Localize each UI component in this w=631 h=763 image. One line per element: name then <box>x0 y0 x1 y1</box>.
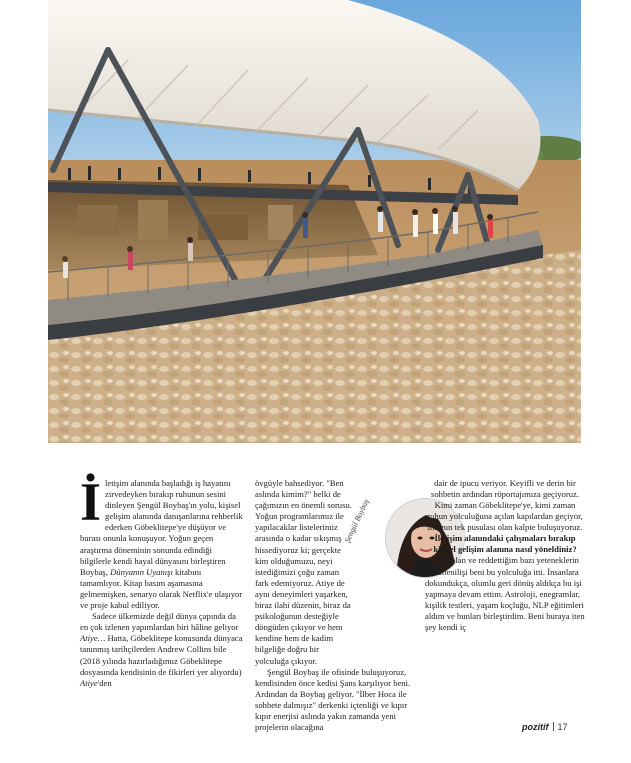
col2-paragraph-1: övgüyle bahsediyor. "Ben aslında kimim?" belki de çağımızın en önemli sorusu. Yoğun programlarımız ile yapılacaklar listelerimiz arasında o kadar sıkışmış hissediyoruz ki; gerçekte kim olduğumuzu, neyi istediğimizi çoğu zaman fark edemiyoruz. Atiye de aynı deneyimleri yaşarken, biraz ilahi düzenin, biraz da psikoloğunun desteğiyle döngüden çıkıyor ve hem kendine hem de kadim bilgeliğe doğru bir yolculuğa çıkıyor. <box>255 478 352 666</box>
footer-separator <box>553 722 554 731</box>
interview-question: İletişim alanındaki çalışmaları bırakıp kişisel gelişim alanına nasıl yöneldiniz? <box>433 533 577 555</box>
book-title: Dünyanın Uyanışı <box>110 566 173 577</box>
page-footer <box>522 722 568 732</box>
lead-paragraph <box>80 472 244 611</box>
article-column-3 <box>425 478 585 633</box>
series-title-2: Atiye <box>80 677 98 688</box>
col1-text-2: kitabını tamamlıyor. Kitap basım aşamasına gelmemişken, senaryo olarak Netflix'e ulaşıyor ve proje kabul ediliyor. <box>80 566 243 611</box>
portrait-caption: Şengül Boybaş <box>342 497 371 545</box>
series-title: Atiye… <box>80 633 106 644</box>
col1-text-5: 'den <box>97 677 112 688</box>
article-column-1 <box>80 472 244 689</box>
col2-paragraph-2: Şengül Boybaş ile ofisinde buluşuyoruz, kendisinden önce kedisi Şans karşılıyor beni. Ardından da Boybaş geliyor. "İlber Hoca ile sohbete dalmışız" derkenki içtenliği ve kıpır kıpır enerjisi aslında yakın zamanda yeni projelerin olacağına <box>255 666 411 733</box>
page-number: 17 <box>557 722 568 732</box>
col1-text-4: Hatta, Göbeklitepe konusunda dünyaca tanınmış tarihçilerden Andrew Collins bile (2018 yılında hazırladığımız Göbeklitepe dosyasında kendisinin de fikirleri yer alıyordu) <box>80 633 243 677</box>
magazine-brand: pozitif <box>522 722 549 732</box>
col3-paragraph-1: dair de ipucu veriyor. Keyifli ve derin bir sohbetin ardından röportajımıza geçiyoruz. Kimi zaman Göbeklitepe'ye, kimi zaman ruhun yolculuğuna açılan kapılardan geçiyor, insanın tek pusulası olan kalpte buluşuyoruz. <box>427 478 583 533</box>
col3-paragraph-2: Var olan ve reddettiğim bazı yeteneklerin kabullenilişi beni bu yolculuğa itti. İnsanlara dokundukça, olumlu geri dönüş aldıkça bu işi yapmaya devam ettim. Astroloji, enegramlar, kişilik testleri, yaşam koçluğu, NLP eğitimleri aldım ve bunları birleştirdim. Beni buraya iten şey kendi iç <box>425 555 585 633</box>
col1-text-3: Sadece ülkemizde değil dünya çapında da en çok izlenen yapımlardan biri hâline geliyor <box>80 611 239 633</box>
col1-paragraph-2 <box>80 611 244 689</box>
drop-cap: İ <box>80 472 102 532</box>
header-photo <box>48 0 581 443</box>
col1-text-1: letişim alanında başladığı iş hayatını zirvedeyken bırakıp ruhunun sesini dinleyen Şengül Boybaş'ın yolu, kişisel gelişim alanında danışanlarına rehberlik ederken Göbeklitepe'ye düşüyor ve burası onunla konuşuyor. Yoğun geçen araştırma döneminin sonunda edindiği bilgilerle kendi hayal dünyasını birleştiren Boybaş, <box>80 478 243 577</box>
gobeklitepe-site-image <box>48 0 581 443</box>
